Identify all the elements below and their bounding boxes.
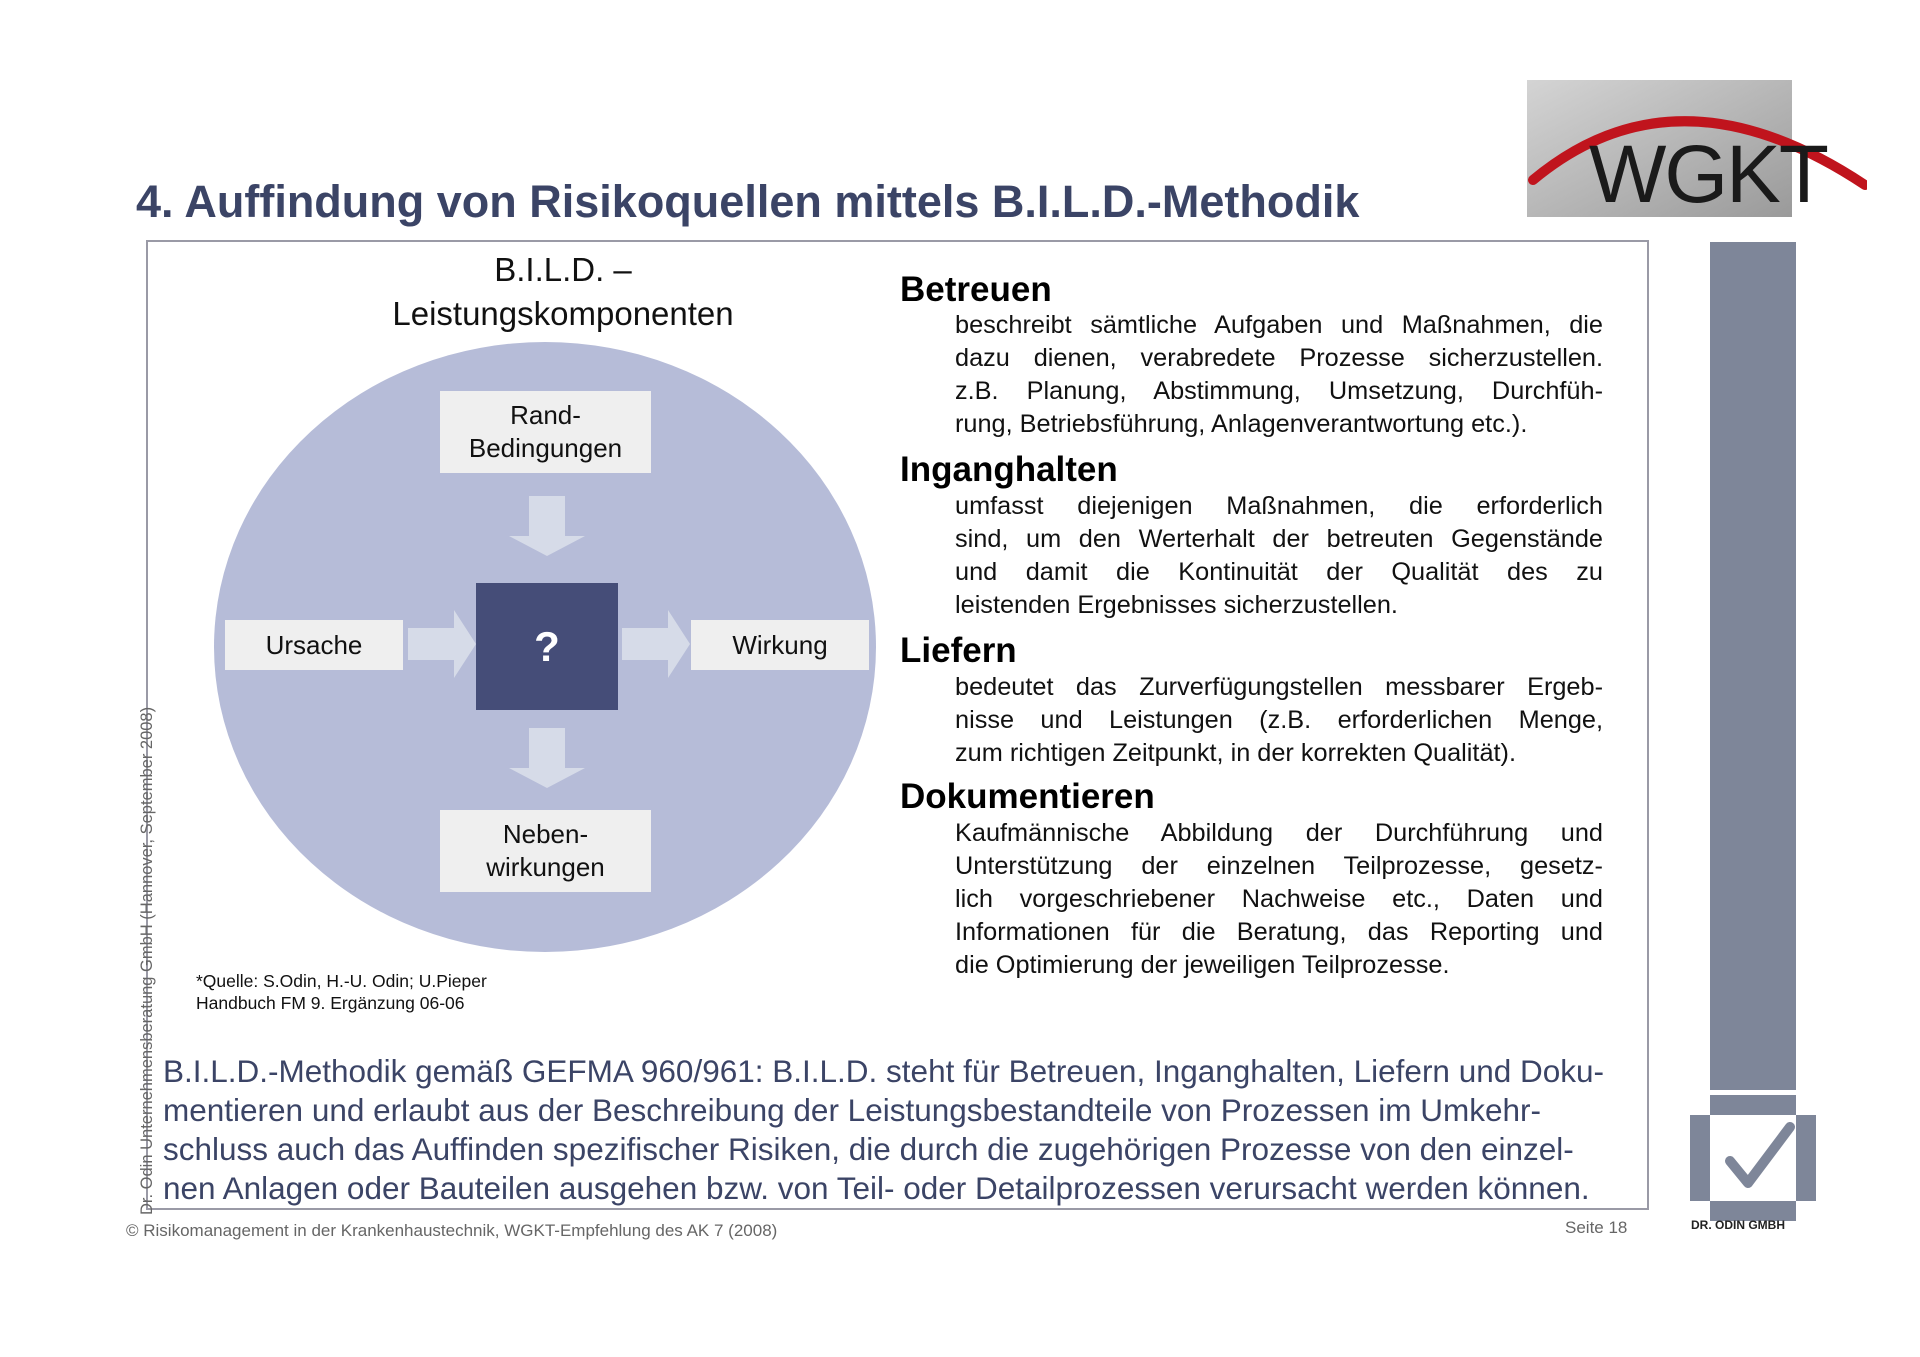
diagram-title-line: B.I.L.D. –	[494, 251, 632, 288]
definition-line: umfasst diejenigen Maßnahmen, die erforderlich	[955, 492, 1603, 520]
definition-betreuen	[955, 309, 1603, 441]
source-line: Handbuch FM 9. Ergänzung 06-06	[196, 993, 465, 1013]
box-line: Bedingungen	[468, 433, 623, 463]
source-note	[196, 970, 487, 1014]
definition-line: Informationen für die Beratung, das Reporting und	[955, 918, 1603, 946]
definition-inganghalten	[955, 490, 1603, 622]
definition-line: lich vorgeschriebener Nachweise etc., Daten und	[955, 885, 1603, 913]
definition-line: die Optimierung der jeweiligen Teilprozesse.	[955, 951, 1450, 979]
definition-dokumentieren	[955, 817, 1603, 982]
vertical-copyright: Dr. Odin Unternehmensberatung GmbH (Hannover, September 2008)	[138, 706, 156, 1215]
box-line: Neben-	[502, 819, 589, 849]
box-question: ?	[476, 583, 618, 710]
wgkt-logo	[1527, 80, 1867, 217]
box-rahmenbedingungen	[440, 391, 651, 473]
diagram-title	[330, 248, 796, 336]
wgkt-logo-text: WGKT	[1589, 129, 1827, 217]
definition-line: Kaufmännische Abbildung der Durchführung und	[955, 819, 1603, 847]
company-name: DR. ODIN GMBH	[1691, 1218, 1785, 1232]
definition-line: bedeutet das Zurverfügungstellen messbarer Ergeb-	[955, 673, 1603, 701]
summary-text	[163, 1052, 1643, 1208]
box-wirkung: Wirkung	[691, 620, 869, 670]
definition-line: nisse und Leistungen (z.B. erforderlichen Menge,	[955, 706, 1603, 734]
definition-line: sind, um den Werterhalt der betreuten Gegenstände	[955, 525, 1603, 553]
diagram-title-line: Leistungskomponenten	[392, 295, 734, 332]
definition-line: Unterstützung der einzelnen Teilprozesse, gesetz-	[955, 852, 1603, 880]
definition-line: dazu dienen, verabredete Prozesse sicherzustellen.	[955, 344, 1603, 372]
definition-liefern	[955, 671, 1603, 770]
definition-line: und damit die Kontinuität der Qualität des zu	[955, 558, 1603, 586]
box-ursache: Ursache	[225, 620, 403, 670]
definition-line: zum richtigen Zeitpunkt, in der korrekten Qualität).	[955, 739, 1516, 767]
summary-line: nen Anlagen oder Bauteilen ausgehen bzw. von Teil- oder Detailprozessen verursacht werden können.	[163, 1170, 1590, 1206]
summary-line: schluss auch das Auffinden spezifischer Risiken, die durch die zugehörigen Prozesse von den einzel-	[163, 1131, 1574, 1167]
box-line: wirkungen	[486, 852, 605, 882]
term-betreuen: Betreuen	[900, 270, 1052, 309]
page-title: 4. Auffindung von Risikoquellen mittels B.I.L.D.-Methodik	[136, 176, 1360, 227]
box-nebenwirkungen	[440, 810, 651, 892]
definition-line: beschreibt sämtliche Aufgaben und Maßnahmen, die	[955, 311, 1603, 339]
definition-line: rung, Betriebsführung, Anlagenverantwortung etc.).	[955, 410, 1528, 438]
definition-line: leistenden Ergebnisses sicherzustellen.	[955, 591, 1398, 619]
term-inganghalten: Inganghalten	[900, 450, 1118, 489]
box-line: Rand-	[510, 400, 581, 430]
definition-line: z.B. Planung, Abstimmung, Umsetzung, Durchfüh-	[955, 377, 1603, 405]
odin-checkmark-logo	[1690, 1095, 1816, 1221]
footer-copyright: © Risikomanagement in der Krankenhaustechnik, WGKT-Empfehlung des AK 7 (2008)	[126, 1221, 778, 1240]
page-number: Seite 18	[1565, 1218, 1628, 1237]
sidebar-bar	[1710, 242, 1796, 1090]
summary-line: mentieren und erlaubt aus der Beschreibung der Leistungsbestandteile von Prozessen im Umkehr-	[163, 1092, 1542, 1128]
source-line: *Quelle: S.Odin, H.-U. Odin; U.Pieper	[196, 971, 487, 991]
term-liefern: Liefern	[900, 631, 1017, 670]
term-dokumentieren: Dokumentieren	[900, 777, 1155, 816]
summary-line: B.I.L.D.-Methodik gemäß GEFMA 960/961: B.I.L.D. steht für Betreuen, Inganghalten, Liefern und Doku-	[163, 1053, 1605, 1089]
